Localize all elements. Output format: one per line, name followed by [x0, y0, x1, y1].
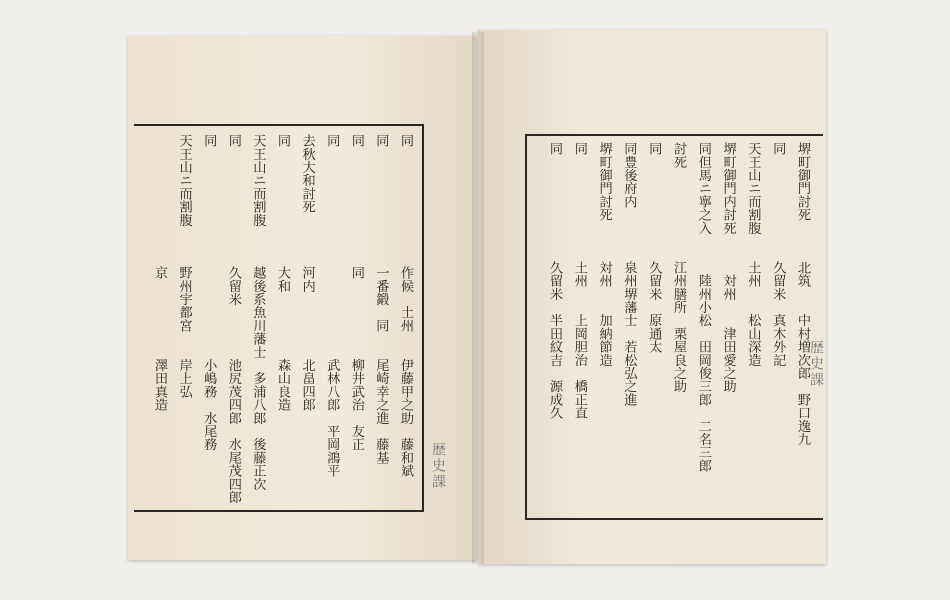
text-column: 同 久留米 池尻茂四郎 水尾茂四郎 [225, 134, 241, 504]
book-gutter [472, 32, 484, 564]
text-column: 去秋大和討死 河内 北畠四郎 [299, 134, 315, 412]
text-column: 天王山ニ而割腹 野州宇都宮 岸上弘 [176, 134, 192, 398]
text-column: 天王山ニ而割腹 越後系魚川藩士 多浦八郎 後藤正次 [250, 134, 266, 491]
left-text-frame [134, 124, 424, 512]
text-column: 京 澤田真造 [152, 134, 167, 412]
text-column: 同 大和 森山良造 [275, 134, 290, 412]
left-margin-title: 歴史課 [430, 442, 446, 490]
text-column: 同 武林八郎 平岡鴻平 [324, 134, 340, 478]
right-text-frame [525, 134, 823, 520]
text-column: 堺町御門討死 対州 加納節造 [596, 142, 612, 367]
text-column: 同 久留米 半田紋吉 源成久 [547, 142, 562, 420]
right-margin-title: 歴史課 [808, 340, 824, 388]
text-column: 同 久留米 原通太 [646, 142, 662, 354]
text-column: 堺町御門討死 北筑 中村増次郎 野口逸九 [795, 142, 810, 446]
text-column: 同 久留米 真木外記 [770, 142, 786, 367]
text-column: 同豊後府内 泉州堺藩士 若松弘之進 [621, 142, 637, 406]
text-column: 討死 江州膳所 栗屋良之助 [671, 142, 686, 393]
text-column: 堺町御門内討死 対州 津田愛之助 [720, 142, 736, 393]
text-column: 同 一番鍛 同 尾崎幸之進 藤基 [373, 134, 389, 464]
open-book [128, 22, 826, 570]
text-column: 同但馬ニ寧之入 陸州小松 田岡俊三郎 二名三郎 [695, 142, 711, 472]
text-column: 同 小嶋務 水尾務 [201, 134, 217, 451]
text-column: 同 土州 上岡胆治 橋正直 [571, 142, 587, 420]
text-column: 天王山ニ而割腹 土州 松山深造 [745, 142, 761, 367]
text-column: 同 同 柳井武治 友正 [348, 134, 364, 451]
text-column: 同 作候 土州 伊藤甲之助 藤和斌 [398, 134, 413, 478]
